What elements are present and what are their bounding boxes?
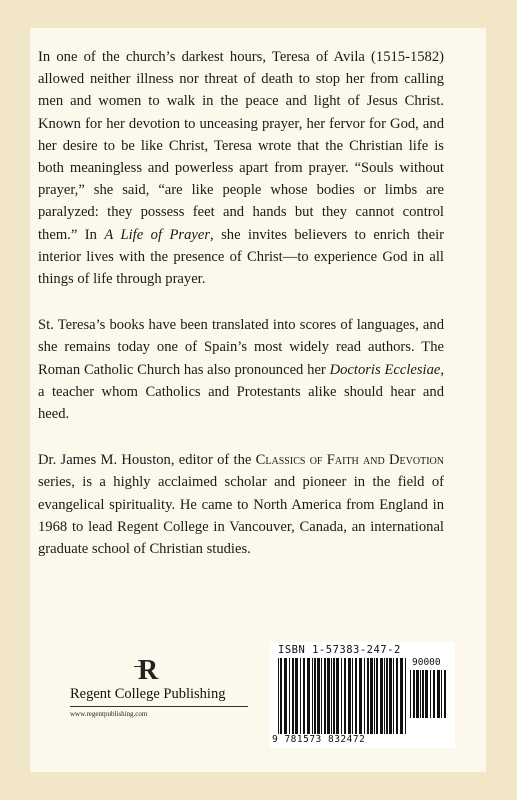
price-code: 90000 bbox=[412, 657, 441, 668]
cover-description bbox=[38, 46, 444, 584]
barcode-bar bbox=[425, 670, 428, 718]
barcode-bar bbox=[280, 658, 282, 734]
barcode-bar bbox=[384, 658, 385, 734]
barcode-bar bbox=[303, 658, 305, 734]
book-title: A Life of Prayer bbox=[104, 226, 210, 243]
barcode-bar bbox=[416, 670, 419, 718]
barcode-bar bbox=[352, 658, 353, 734]
barcode-bar bbox=[396, 658, 398, 734]
price-barcode bbox=[410, 670, 450, 718]
barcode-bar bbox=[437, 670, 440, 718]
barcode-bar bbox=[359, 658, 362, 734]
barcode-bar bbox=[374, 658, 375, 734]
isbn-text: ISBN 1-57383-247-2 bbox=[278, 644, 401, 656]
paragraph-books bbox=[38, 314, 444, 425]
honorific-title: Doctoris Ecclesiae bbox=[329, 361, 441, 378]
barcode-bar bbox=[331, 658, 332, 734]
paragraph-text: , a teacher whom Catholics and Protestants alike should hear and heed. bbox=[38, 361, 445, 423]
barcode-bar bbox=[355, 658, 357, 734]
barcode-bar bbox=[380, 658, 383, 734]
barcode-bar bbox=[314, 658, 316, 734]
barcode-bar bbox=[327, 658, 330, 734]
barcode-bar bbox=[292, 658, 294, 734]
barcode-bar bbox=[284, 658, 287, 734]
barcode-bar bbox=[348, 658, 351, 734]
barcode-bar bbox=[289, 658, 290, 734]
publisher-divider bbox=[70, 706, 248, 707]
paragraph-text: , she invites believers to enrich their interior lives with the presence of Christ—to experience God in all things of life through prayer. bbox=[38, 226, 444, 288]
barcode-bar bbox=[312, 658, 313, 734]
barcode-bar bbox=[441, 670, 442, 718]
barcode-bar bbox=[333, 658, 335, 734]
barcode-bar bbox=[278, 658, 279, 734]
barcode-bar bbox=[430, 670, 431, 718]
barcode-bar bbox=[321, 658, 322, 734]
barcode-bar bbox=[364, 658, 365, 734]
barcode-bar bbox=[420, 670, 421, 718]
barcode-bar bbox=[389, 658, 392, 734]
barcode-bar bbox=[317, 658, 320, 734]
barcode-block bbox=[270, 642, 455, 748]
barcode-bar bbox=[410, 670, 411, 718]
paragraph-editor bbox=[38, 449, 444, 560]
barcode-bar bbox=[324, 658, 326, 734]
publisher-name: Regent College Publishing bbox=[70, 686, 226, 702]
barcode-bar bbox=[344, 658, 346, 734]
paragraph-teresa bbox=[38, 46, 444, 290]
barcode-bar bbox=[341, 658, 342, 734]
barcode-bar bbox=[376, 658, 378, 734]
ean-barcode bbox=[278, 658, 408, 734]
barcode-bar bbox=[393, 658, 394, 734]
paragraph-text: In one of the church’s darkest hours, Teresa of Avila (1515-1582) allowed neither illness nor threat of death to stop her from calling men and women to walk in the peace and light of Jesus Christ. Known for her devotion to unceasing prayer, her fervor for God, and her desire to be like Christ, Teresa wrote that the Christian life is both meaningless and powerless apart from prayer. “Souls without prayer,” she said, “are like people whose bodies or limbs are paralyzed: they possess feet and hands but they cannot control them.” In bbox=[38, 49, 444, 243]
barcode-bar bbox=[300, 658, 301, 734]
barcode-bar bbox=[422, 670, 424, 718]
barcode-bar bbox=[336, 658, 339, 734]
publisher-url: www.regentpublishing.com bbox=[70, 710, 148, 718]
barcode-bar bbox=[307, 658, 310, 734]
barcode-bar bbox=[295, 658, 298, 734]
barcode-bar bbox=[370, 658, 373, 734]
series-name: Classics of Faith and Devotion bbox=[255, 452, 444, 469]
paragraph-text: Dr. James M. Houston, editor of the bbox=[38, 452, 256, 469]
publisher-logo: R bbox=[128, 656, 168, 686]
barcode-bar bbox=[433, 670, 435, 718]
barcode-bar bbox=[386, 658, 388, 734]
barcode-bar bbox=[444, 670, 446, 718]
barcode-bar bbox=[400, 658, 403, 734]
ean-digits: 9 781573 832472 bbox=[272, 734, 366, 745]
paragraph-text: series, is a highly acclaimed scholar and pioneer in the field of evangelical spirituality. He came to North America from England in 1968 to lead Regent College in Vancouver, Canada, an international graduate school of Christian studies. bbox=[38, 474, 444, 558]
barcode-bar bbox=[413, 670, 415, 718]
barcode-bar bbox=[367, 658, 369, 734]
paragraph-text: St. Teresa’s books have been translated into scores of languages, and she remains today one of Spain’s most widely read authors. The Roman Catholic Church has also pronounced her bbox=[38, 317, 444, 378]
barcode-bar bbox=[405, 658, 406, 734]
